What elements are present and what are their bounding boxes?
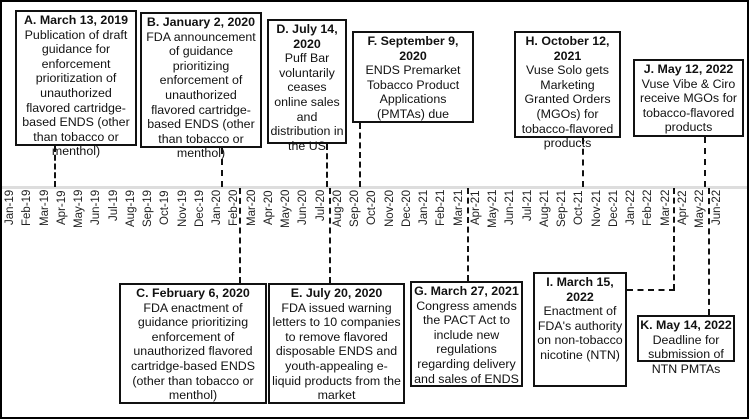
month-label: Apr-20 (262, 190, 275, 225)
month-label: Apr-19 (55, 190, 68, 225)
month-label: Dec-21 (607, 190, 620, 228)
connector-j (704, 137, 706, 187)
month-label: Feb-21 (435, 190, 448, 227)
timeline-axis (2, 186, 747, 189)
month-label: Jan-21 (418, 190, 430, 226)
month-label: May-20 (280, 190, 292, 229)
event-box-j (633, 59, 744, 137)
month-label: May-22 (694, 190, 706, 229)
event-box-f (352, 31, 474, 123)
month-label: May-19 (73, 190, 85, 229)
event-title: A. March 13, 2019 (23, 13, 128, 27)
connector-g (467, 188, 469, 281)
event-description: Deadline for submission of NTN PMTAs (648, 332, 724, 376)
month-label: Nov-21 (590, 190, 603, 228)
connector-f (359, 123, 361, 187)
month-label: Aug-21 (538, 190, 551, 228)
month-label: Sep-21 (556, 190, 568, 228)
month-label: Oct-20 (366, 190, 379, 225)
month-label: Jun-20 (297, 190, 310, 226)
event-description: FDA enactment of guidance prioritizing enforcement of unauthorized flavored cartridge-based ENDS (other than tobacco or menthol) (131, 300, 255, 403)
month-label: Feb-20 (228, 190, 241, 227)
month-label: Mar-21 (452, 190, 465, 227)
event-box-e (268, 283, 405, 404)
month-label: Oct-19 (159, 190, 172, 225)
event-description: Puff Bar voluntarily ceases online sales and distribution in the US (270, 51, 344, 153)
event-box-b (140, 12, 262, 161)
month-label: Sep-20 (349, 190, 361, 228)
month-label: Jun-21 (504, 190, 517, 226)
month-label: Aug-20 (331, 190, 344, 228)
event-box-g (410, 281, 523, 387)
event-title: J. May 12, 2022 (643, 62, 734, 76)
month-label: Aug-19 (124, 190, 137, 228)
month-label: Jan-19 (4, 190, 16, 226)
month-label: Dec-20 (400, 190, 413, 228)
month-label: Jun-22 (711, 190, 724, 226)
event-title: I. March 15, 2022 (546, 275, 614, 304)
month-label: Mar-20 (245, 190, 258, 227)
month-label: Jan-20 (211, 190, 223, 226)
event-description: FDA issued warning letters to 10 companies to remove flavored disposable ENDS and youth-appealing e-liquid products from the market (272, 300, 401, 403)
connector-i-vertical (673, 188, 675, 290)
event-box-d (267, 19, 347, 153)
event-title: F. September 9, 2020 (367, 34, 459, 63)
event-box-i (533, 272, 627, 387)
event-box-k (637, 315, 735, 376)
connector-i-horizontal (627, 289, 675, 291)
connector-c (239, 188, 241, 283)
month-label: Dec-19 (193, 190, 206, 228)
month-label: Mar-22 (659, 190, 672, 227)
event-title: E. July 20, 2020 (290, 286, 383, 300)
month-label: Nov-19 (176, 190, 189, 228)
month-label: Jan-22 (625, 190, 637, 226)
month-label: Mar-19 (38, 190, 51, 227)
event-title: D. July 14, 2020 (276, 22, 338, 51)
month-label: Nov-20 (383, 190, 396, 228)
event-description: Congress amends the PACT Act to include new regulations regarding delivery and sales of ENDS (414, 298, 519, 386)
month-label: Apr-22 (676, 190, 689, 225)
event-description: Publication of draft guidance for enforcement prioritization of unauthorized flavored cartridge-based ENDS (other than tobacco or menthol) (22, 27, 130, 159)
month-label: Jul-20 (314, 190, 327, 222)
event-description: FDA announcement of guidance prioritizing enforcement of unauthorized flavored cartridge-based ENDS (other than tobacco or menthol) (146, 29, 256, 161)
month-label: Feb-22 (642, 190, 655, 227)
month-label: May-21 (487, 190, 499, 229)
event-title: C. February 6, 2020 (136, 286, 250, 300)
event-description: Vuse Vibe & Ciro receive MGOs for tobacco-flavored products (639, 76, 738, 135)
event-description: Vuse Solo gets Marketing Granted Orders (MGOs) for tobacco-flavored products (521, 63, 614, 151)
event-box-a (15, 10, 137, 159)
month-label: Apr-21 (469, 190, 482, 225)
month-label: Jul-21 (521, 190, 534, 222)
event-title: H. October 12, 2021 (525, 34, 610, 63)
month-label: Oct-21 (573, 190, 586, 225)
month-label: Feb-19 (21, 190, 34, 227)
event-title: K. May 14, 2022 (640, 318, 732, 332)
connector-k (708, 188, 710, 315)
event-title: B. January 2, 2020 (146, 15, 256, 29)
event-description: Enactment of FDA's authority on non-tobacco nicotine (NTN) (537, 304, 623, 362)
event-box-c (119, 283, 267, 404)
connector-e (329, 188, 331, 283)
month-label: Sep-19 (142, 190, 154, 228)
event-box-h (514, 31, 621, 151)
event-title: G. March 27, 2021 (414, 284, 519, 298)
month-label: Jun-19 (90, 190, 103, 226)
event-description: ENDS Premarket Tobacco Product Applications (PMTAs) due (365, 63, 461, 121)
month-label: Jul-19 (107, 190, 120, 222)
